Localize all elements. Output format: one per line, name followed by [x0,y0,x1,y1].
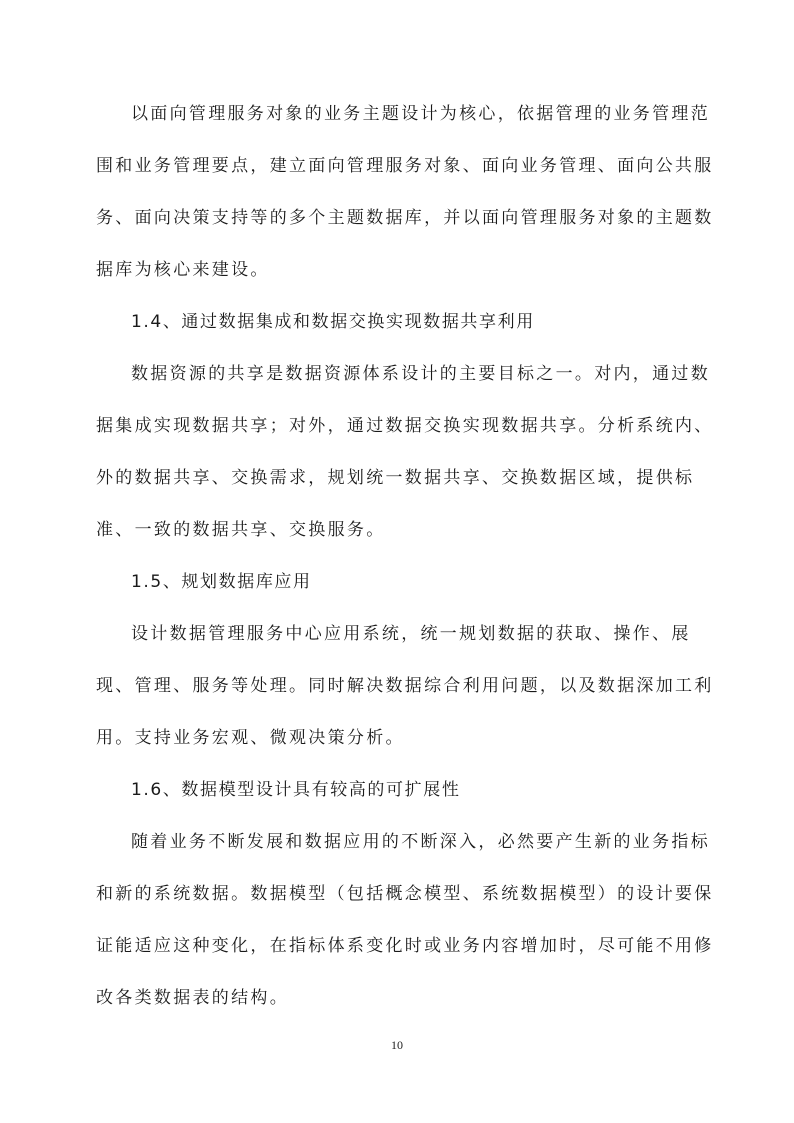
body-paragraph [0,816,794,1024]
paragraph-line: 据库为核心来建设。 [96,260,270,280]
paragraph-line: 证能适应这种变化，在指标体系变化时或业务内容增加时，尽可能不用修 [96,936,714,956]
heading-text: 1.6、数据模型设计具有较高的可扩展性 [131,780,461,800]
paragraph-line: 外的数据共享、交换需求，规划统一数据共享、交换数据区域，提供标 [96,468,695,488]
paragraph-line: 以面向管理服务对象的业务主题设计为核心，依据管理的业务管理范 [131,104,710,124]
heading-text: 1.4、通过数据集成和数据交换实现数据共享利用 [131,312,535,332]
paragraph-line: 务、面向决策支持等的多个主题数据库，并以面向管理服务对象的主题数 [96,208,714,228]
paragraph-line: 据集成实现数据共享；对外，通过数据交换实现数据共享。分析系统内、 [96,416,714,436]
paragraph-line: 随着业务不断发展和数据应用的不断深入，必然要产生新的业务指标 [131,832,710,852]
paragraph-line: 改各类数据表的结构。 [96,988,289,1008]
section-heading [0,296,794,348]
body-paragraph [0,348,794,556]
heading-text: 1.5、规划数据库应用 [131,572,312,592]
document-body [0,88,794,1024]
body-paragraph [0,608,794,764]
paragraph-line: 现、管理、服务等处理。同时解决数据综合利用问题，以及数据深加工利 [96,676,714,696]
body-paragraph [0,88,794,296]
paragraph-line: 用。支持业务宏观、微观决策分析。 [96,728,405,748]
section-heading [0,556,794,608]
page-number: 10 [391,1038,403,1052]
section-heading [0,764,794,816]
paragraph-line: 设计数据管理服务中心应用系统，统一规划数据的获取、操作、展 [131,624,691,644]
paragraph-line: 和新的系统数据。数据模型（包括概念模型、系统数据模型）的设计要保 [96,884,714,904]
paragraph-line: 准、一致的数据共享、交换服务。 [96,520,386,540]
paragraph-line: 围和业务管理要点，建立面向管理服务对象、面向业务管理、面向公共服 [96,156,714,176]
paragraph-line: 数据资源的共享是数据资源体系设计的主要目标之一。对内，通过数 [131,364,710,384]
